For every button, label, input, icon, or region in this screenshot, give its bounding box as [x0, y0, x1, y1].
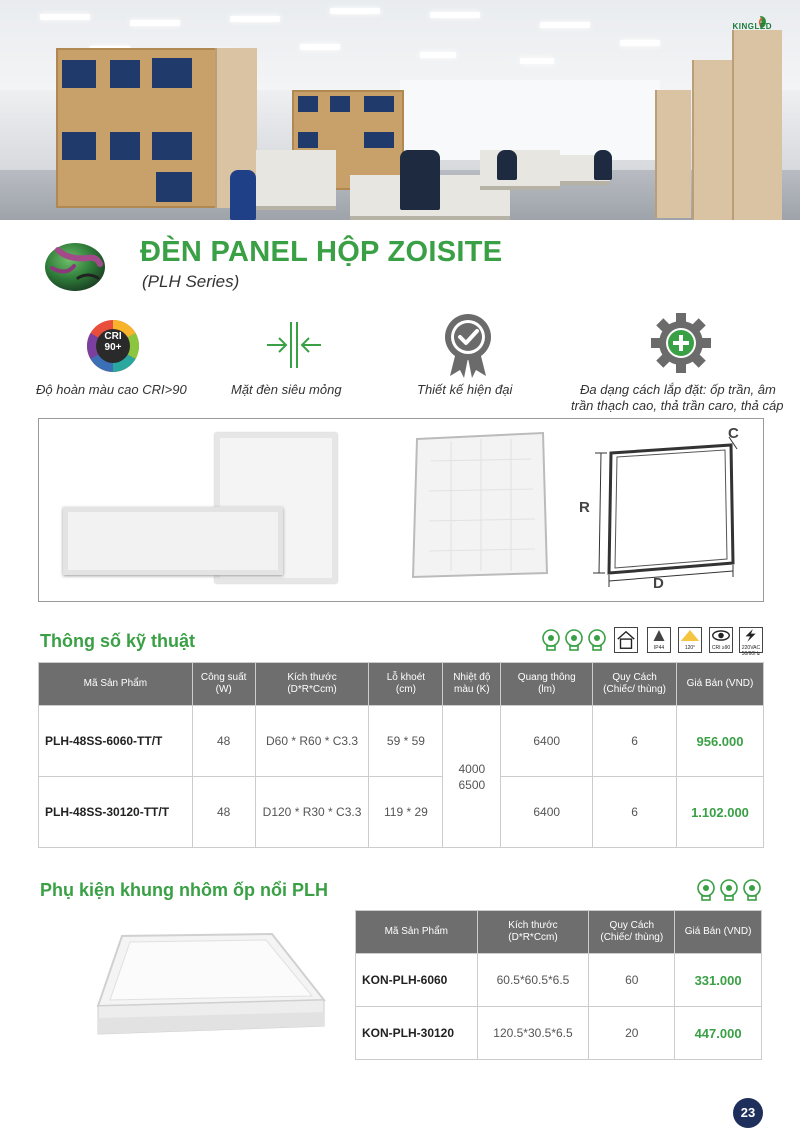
- cutout-value: 59 * 59: [369, 706, 443, 777]
- diagram-label-d: D: [653, 575, 664, 592]
- ip44-icon: [647, 627, 671, 653]
- col-header-flux: Quang thông (lm): [501, 663, 593, 706]
- col-header-power: Công suất (W): [192, 663, 255, 706]
- binder: [62, 132, 96, 160]
- accessory-section-title: Phụ kiện khung nhôm ốp nổi PLH: [40, 880, 328, 900]
- kingled-logo-text: KINGLED: [732, 22, 772, 31]
- pack-value: 6: [593, 706, 677, 777]
- pack-value: 20: [589, 1007, 675, 1060]
- cri-eye-icon: [709, 627, 733, 653]
- ceiling-light: [230, 16, 280, 22]
- col-header-cutout: Lỗ khoét (cm): [369, 663, 443, 706]
- binder: [364, 132, 394, 148]
- binder: [110, 60, 140, 88]
- product-code: KON-PLH-30120: [356, 1007, 478, 1060]
- cri-badge-top: CRI: [104, 331, 122, 342]
- ceiling-light: [620, 40, 660, 46]
- panel-back-view-image: [411, 431, 551, 581]
- col-header-price: Giá Bán (VND): [675, 911, 762, 954]
- specs-section-title: Thông số kỹ thuật: [40, 631, 195, 651]
- dimension-diagram: [571, 423, 761, 595]
- zoisite-gem-image: [42, 238, 108, 294]
- office-hero-photo: [0, 0, 800, 220]
- flux-value: 6400: [501, 777, 593, 848]
- binder: [298, 96, 318, 112]
- diagram-label-r: R: [579, 499, 590, 516]
- cabinet: [692, 60, 732, 220]
- power-value: 48: [192, 777, 255, 848]
- price-value: 331.000: [675, 954, 762, 1007]
- page-number: 23: [733, 1098, 763, 1128]
- feature-installation-label-2: trần thạch cao, thả trần caro, thả cáp: [571, 398, 784, 413]
- price-value: 956.000: [677, 706, 764, 777]
- beam-angle-icon: [678, 627, 702, 653]
- cabinet: [732, 30, 782, 220]
- size-value: 60.5*60.5*6.5: [477, 954, 589, 1007]
- feature-slim-label: Mặt đèn siêu mỏng: [231, 382, 342, 397]
- col-header-code: Mã Sản Phẩm: [356, 911, 478, 954]
- table-row: [39, 777, 764, 848]
- price-value: 1.102.000: [677, 777, 764, 848]
- binder: [110, 132, 140, 160]
- product-code: KON-PLH-6060: [356, 954, 478, 1007]
- binder: [156, 172, 192, 202]
- energy-bulb-icons: [541, 628, 607, 652]
- flux-value: 6400: [501, 706, 593, 777]
- diagram-label-c: C: [728, 425, 739, 442]
- binder: [152, 58, 192, 88]
- product-code: PLH-48SS-30120-TT/T: [39, 777, 193, 848]
- col-header-color-temp: Nhiệt độ màu (K): [443, 663, 501, 706]
- size-value: 120.5*30.5*6.5: [477, 1007, 589, 1060]
- binder: [152, 132, 192, 160]
- col-header-size: Kích thước (D*R*Ccm): [477, 911, 589, 954]
- beam-angle-label: 120°: [684, 645, 696, 651]
- cri-badge-bottom: 90+: [104, 342, 122, 353]
- color-temp-2: 6500: [458, 777, 486, 792]
- slim-arrows-icon: [265, 320, 323, 370]
- power-value: 48: [192, 706, 255, 777]
- size-value: D120 * R30 * C3.3: [255, 777, 369, 848]
- size-value: D60 * R60 * C3.3: [255, 706, 369, 777]
- pack-value: 60: [589, 954, 675, 1007]
- product-title: ĐÈN PANEL HỘP ZOISITE: [140, 236, 503, 268]
- ceiling-light: [130, 20, 180, 26]
- long-panel-image: [63, 507, 283, 575]
- ip44-label: IP44: [653, 645, 665, 651]
- binder: [330, 96, 350, 112]
- ceiling-light: [520, 58, 554, 64]
- accessory-header-row: [356, 911, 762, 954]
- voltage-label: 220VAC 50/60Hz: [741, 645, 761, 657]
- color-temp-1: 4000: [458, 761, 486, 776]
- office-chair: [594, 150, 612, 180]
- price-value: 447.000: [675, 1007, 762, 1060]
- voltage-icon: [739, 627, 763, 657]
- office-chair: [497, 150, 517, 180]
- pack-value: 6: [593, 777, 677, 848]
- ceiling-light: [430, 12, 480, 18]
- ceiling-light: [300, 44, 340, 50]
- ceiling-light: [330, 8, 380, 14]
- ceiling-light: [420, 52, 456, 58]
- ceiling-light: [540, 22, 590, 28]
- col-header-pack: Quy Cách (Chiếc/ thùng): [593, 663, 677, 706]
- award-check-icon: [442, 312, 494, 378]
- gear-plus-icon: [650, 312, 712, 374]
- office-desk: [256, 150, 336, 210]
- feature-cri-label: Độ hoàn màu cao CRI>90: [36, 382, 187, 397]
- table-row: [39, 706, 764, 777]
- product-image-box: [38, 418, 764, 602]
- product-code: PLH-48SS-6060-TT/T: [39, 706, 193, 777]
- accessory-table: [355, 910, 762, 1060]
- office-window: [400, 80, 660, 160]
- specs-table: [38, 662, 764, 848]
- binder: [364, 96, 394, 112]
- ceiling-light: [40, 14, 90, 20]
- col-header-price: Giá Bán (VND): [677, 663, 764, 706]
- feature-installation-label-1: Đa dạng cách lắp đặt: ốp trần, âm: [580, 382, 776, 397]
- cutout-value: 119 * 29: [369, 777, 443, 848]
- office-desk: [480, 150, 560, 190]
- color-temp-value: [443, 706, 501, 848]
- cabinet: [655, 90, 691, 218]
- office-chair: [230, 170, 256, 220]
- accessory-bulb-icons: [696, 878, 762, 902]
- feature-design-label: Thiết kế hiện đại: [417, 382, 513, 397]
- table-row: [356, 954, 762, 1007]
- cri-eye-label: CRI ≥90: [711, 645, 731, 651]
- product-series: (PLH Series): [142, 272, 240, 291]
- cri-badge-text: [96, 331, 130, 353]
- office-chair: [400, 150, 440, 210]
- binder: [298, 132, 318, 148]
- table-row: [356, 1007, 762, 1060]
- specs-header-row: [39, 663, 764, 706]
- indoor-home-icon: [614, 627, 638, 653]
- binder: [62, 60, 96, 88]
- aluminum-frame-image: [92, 930, 332, 1042]
- col-header-code: Mã Sản Phẩm: [39, 663, 193, 706]
- col-header-pack: Quy Cách (Chiếc/ thùng): [589, 911, 675, 954]
- col-header-size: Kích thước (D*R*Ccm): [255, 663, 369, 706]
